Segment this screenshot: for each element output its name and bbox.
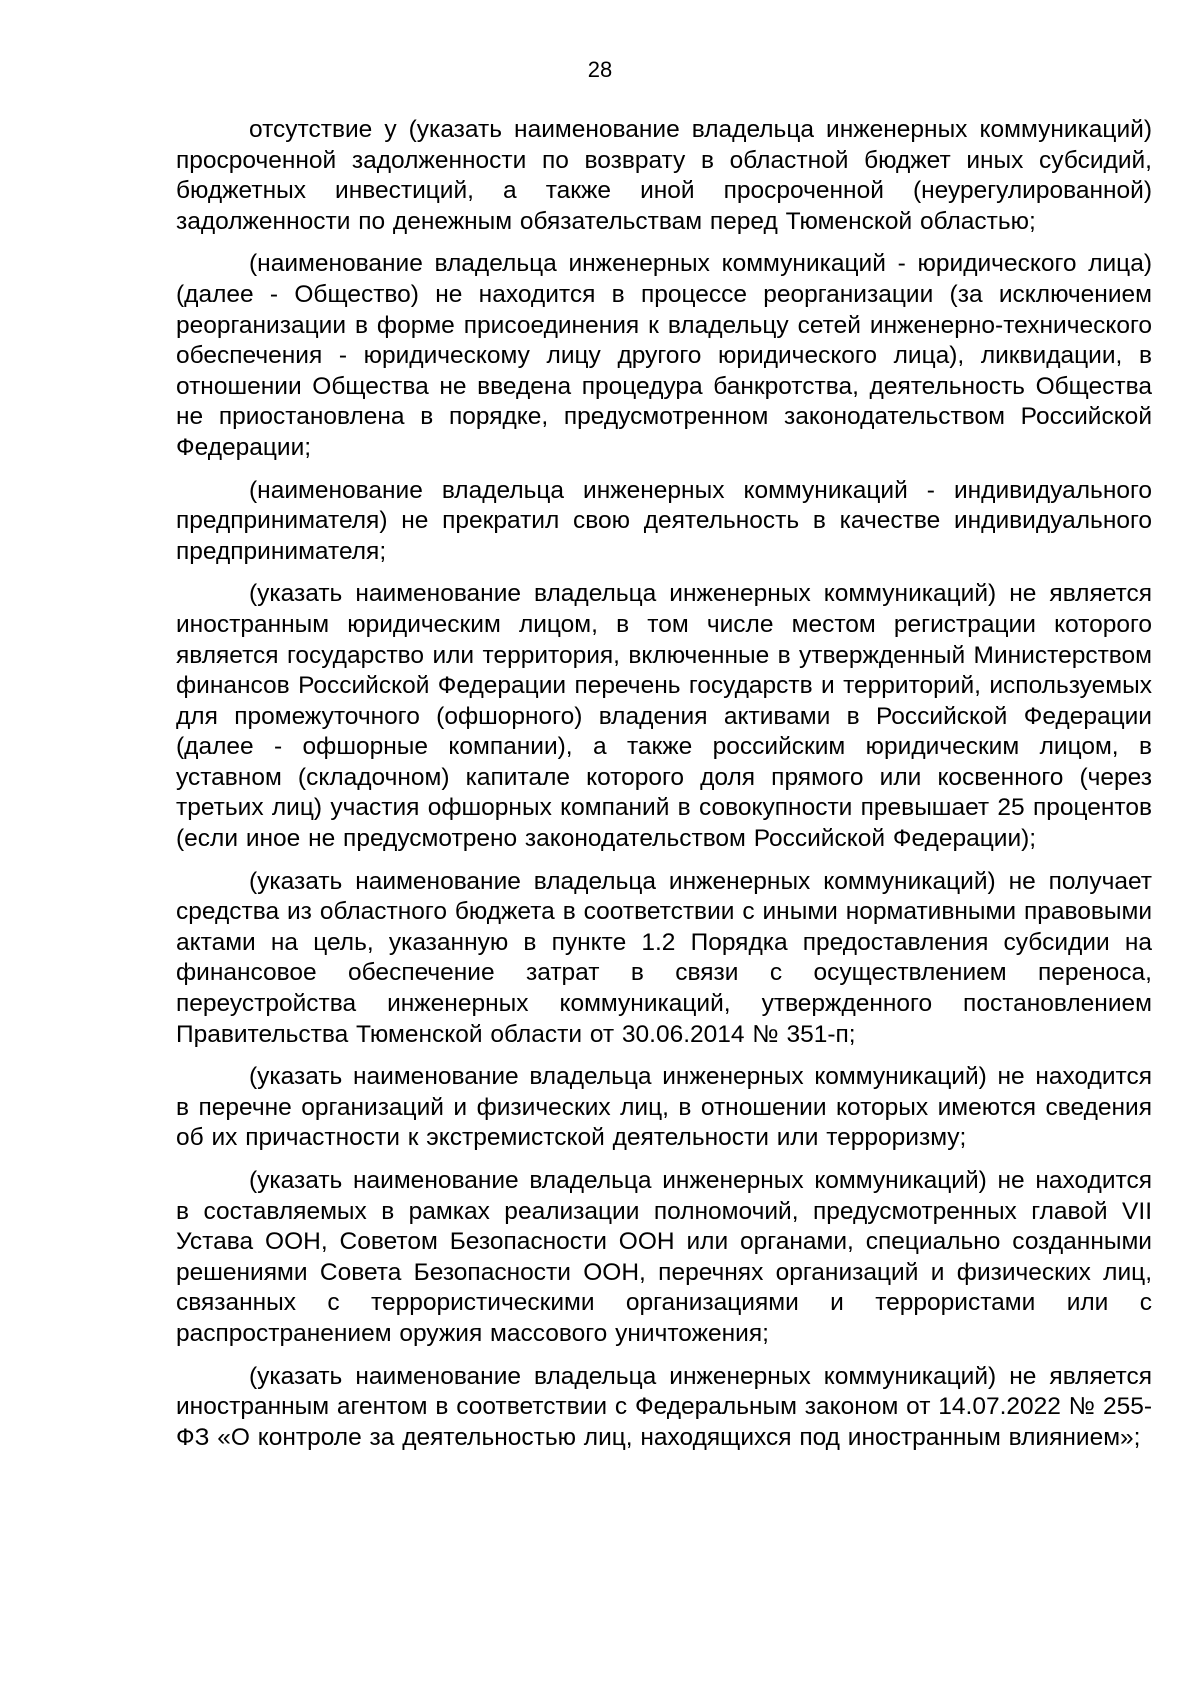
paragraph-no-other-budget-funds: (указать наименование владельца инженерных коммуникаций) не получает средства из областного бюджета в соответствии с иными нормативными правовыми актами на цель, указанную в пункте 1.2 Порядка предоставления субсидии на финансовое обеспечение затрат в связи с осуществлением переноса, переустройства инженерных коммуникаций, утвержденного постановлением Правительства Тюменской области от 30.06.2014 № 351-п; [176,867,1152,1048]
paragraph-foreign-agent: (указать наименование владельца инженерных коммуникаций) не является иностранным агентом в соответствии с Федеральным законом от 14.07.2022 № 255-ФЗ «О контроле за деятельностью лиц, находящихся под иностранным влиянием»; [176,1362,1152,1451]
paragraph-not-foreign-entity: (указать наименование владельца инженерных коммуникаций) не является иностранным юридическим лицом, в том числе местом регистрации которого является государство или территория, включенные в утвержденный Министерством финансов Российской Федерации перечень государств и территорий, используемых для промежуточного (офшорного) владения активами в Российской Федерации (далее - офшорные компании), а также российским юридическим лицом, в уставном (складочном) капитале которого доля прямого или косвенного (через третьих лиц) участия офшорных компаний в совокупности превышает 25 процентов (если иное не предусмотрено законодательством Российской Федерации); [176,580,1152,853]
paragraph-un-sanctions-list: (указать наименование владельца инженерных коммуникаций) не находится в составляемых в рамках реализации полномочий, предусмотренных главой VII Устава ООН, Советом Безопасности ООН или органами, специально созданными решениями Совета Безопасности ООН, перечнях организаций и физических лиц, связанных с террористическими организациями и террористами или с распространением оружия массового уничтожения; [176,1167,1152,1347]
paragraph-no-debt: отсутствие у (указать наименование владельца инженерных коммуникаций) просроченной задолженности по возврату в областной бюджет иных субсидий, бюджетных инвестиций, а также иной просроченной (неурегулированной) задолженности по денежным обязательствам перед Тюменской областью; [176,116,1152,235]
paragraph-extremism-list: (указать наименование владельца инженерных коммуникаций) не находится в перечне организаций и физических лиц, в отношении которых имеются сведения об их причастности к экстремистской деятельности или терроризму; [176,1063,1152,1152]
document-body [176,115,1152,1465]
paragraph-entrepreneur-status: (наименование владельца инженерных коммуникаций - индивидуального предпринимателя) не прекратил свою деятельность в качестве индивидуального предпринимателя; [176,476,1152,565]
page-number: 28 [587,57,613,82]
paragraph-legal-entity-status: (наименование владельца инженерных коммуникаций - юридического лица) (далее - Общество) не находится в процессе реорганизации (за исключением реорганизации в форме присоединения к владельцу сетей инженерно-технического обеспечения - юридическому лицу другого юридического лица), ликвидации, в отношении Общества не введена процедура банкротства, деятельность Общества не приостановлена в порядке, предусмотренном законодательством Российской Федерации; [176,250,1152,461]
